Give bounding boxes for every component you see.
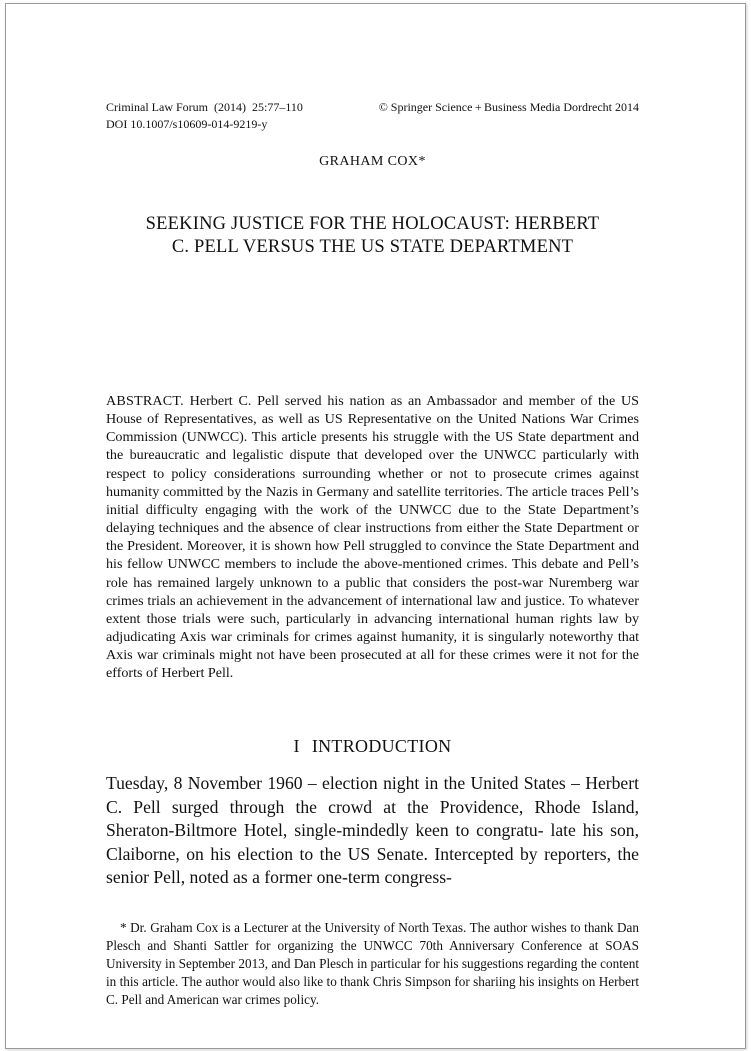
abstract-label: ABSTRACT. bbox=[106, 393, 184, 409]
journal-header bbox=[106, 99, 639, 133]
intro-paragraph: Tuesday, 8 November 1960 – election night in the United States – Herbert C. Pell surged through the crowd at the Providence, Rhode Island, Sheraton-Biltmore Hotel, single-mindedly keen to congratu- late his son, Claiborne, on his election to the US Senate. Intercepted by reporters, the senior Pell, noted as a former one-term congress- bbox=[106, 773, 639, 888]
section-heading bbox=[106, 736, 639, 757]
article-title bbox=[106, 213, 639, 259]
section-title: INTRODUCTION bbox=[311, 736, 452, 756]
journal-citation: Criminal Law Forum (2014) 25:77–110 bbox=[106, 100, 303, 114]
doi-line: DOI 10.1007/s10609-014-9219-y bbox=[106, 117, 268, 131]
section-number: I bbox=[293, 736, 300, 756]
title-line: C. PELL VERSUS THE US STATE DEPARTMENT bbox=[171, 237, 574, 257]
title-line: SEEKING JUSTICE FOR THE HOLOCAUST: HERBERT bbox=[145, 214, 600, 234]
author-name: GRAHAM COX* bbox=[319, 154, 426, 169]
abstract-text: Herbert C. Pell served his nation as an Ambassador and member of the US House of Representatives, as well as US Representative on the United Nations War Crimes Commission (UNWCC). This article presents his struggle with the US State department and the bureaucratic and legalistic dispute that developed over the UNWCC particularly with respect to policy considerations surrounding whether or not to prosecute crimes against humanity committed by the Nazis in Germany and satellite territories. The article traces Pell’s initial difficulty engaging with the work of the UNWCC due to the State Department’s delaying techniques and the absence of clear instructions from either the State Department or the President. Moreover, it is shown how Pell struggled to convince the State Department and his fellow UNWCC members to include the above-mentioned crimes. This debate and Pell’s role has remained largely unknown to a public that considers the post-war Nuremberg war crimes trials an achievement in the advancement of international law and justice. To whatever extent those trials were such, particularly in advancing international human rights law by adjudicating Axis war criminals for crimes against humanity, it is singularly noteworthy that Axis war criminals might not have been prosecuted at all for these crimes were it not for the efforts of Herbert Pell. bbox=[106, 393, 639, 682]
footnote: * Dr. Graham Cox is a Lecturer at the University of North Texas. The author wishes to thank Dan Plesch and Shanti Sattler for organizing the UNWCC 70th Anniversary Conference at SOAS University in September 2013, and Dan Plesch in particular for his suggestions regarding the content in this article. The author would also like to thank Chris Simpson for shariing his insights on Herbert C. Pell and American war crimes policy. bbox=[106, 920, 639, 1007]
copyright-notice: © Springer Science + Business Media Dordrecht 2014 bbox=[378, 100, 639, 114]
abstract bbox=[106, 392, 639, 683]
